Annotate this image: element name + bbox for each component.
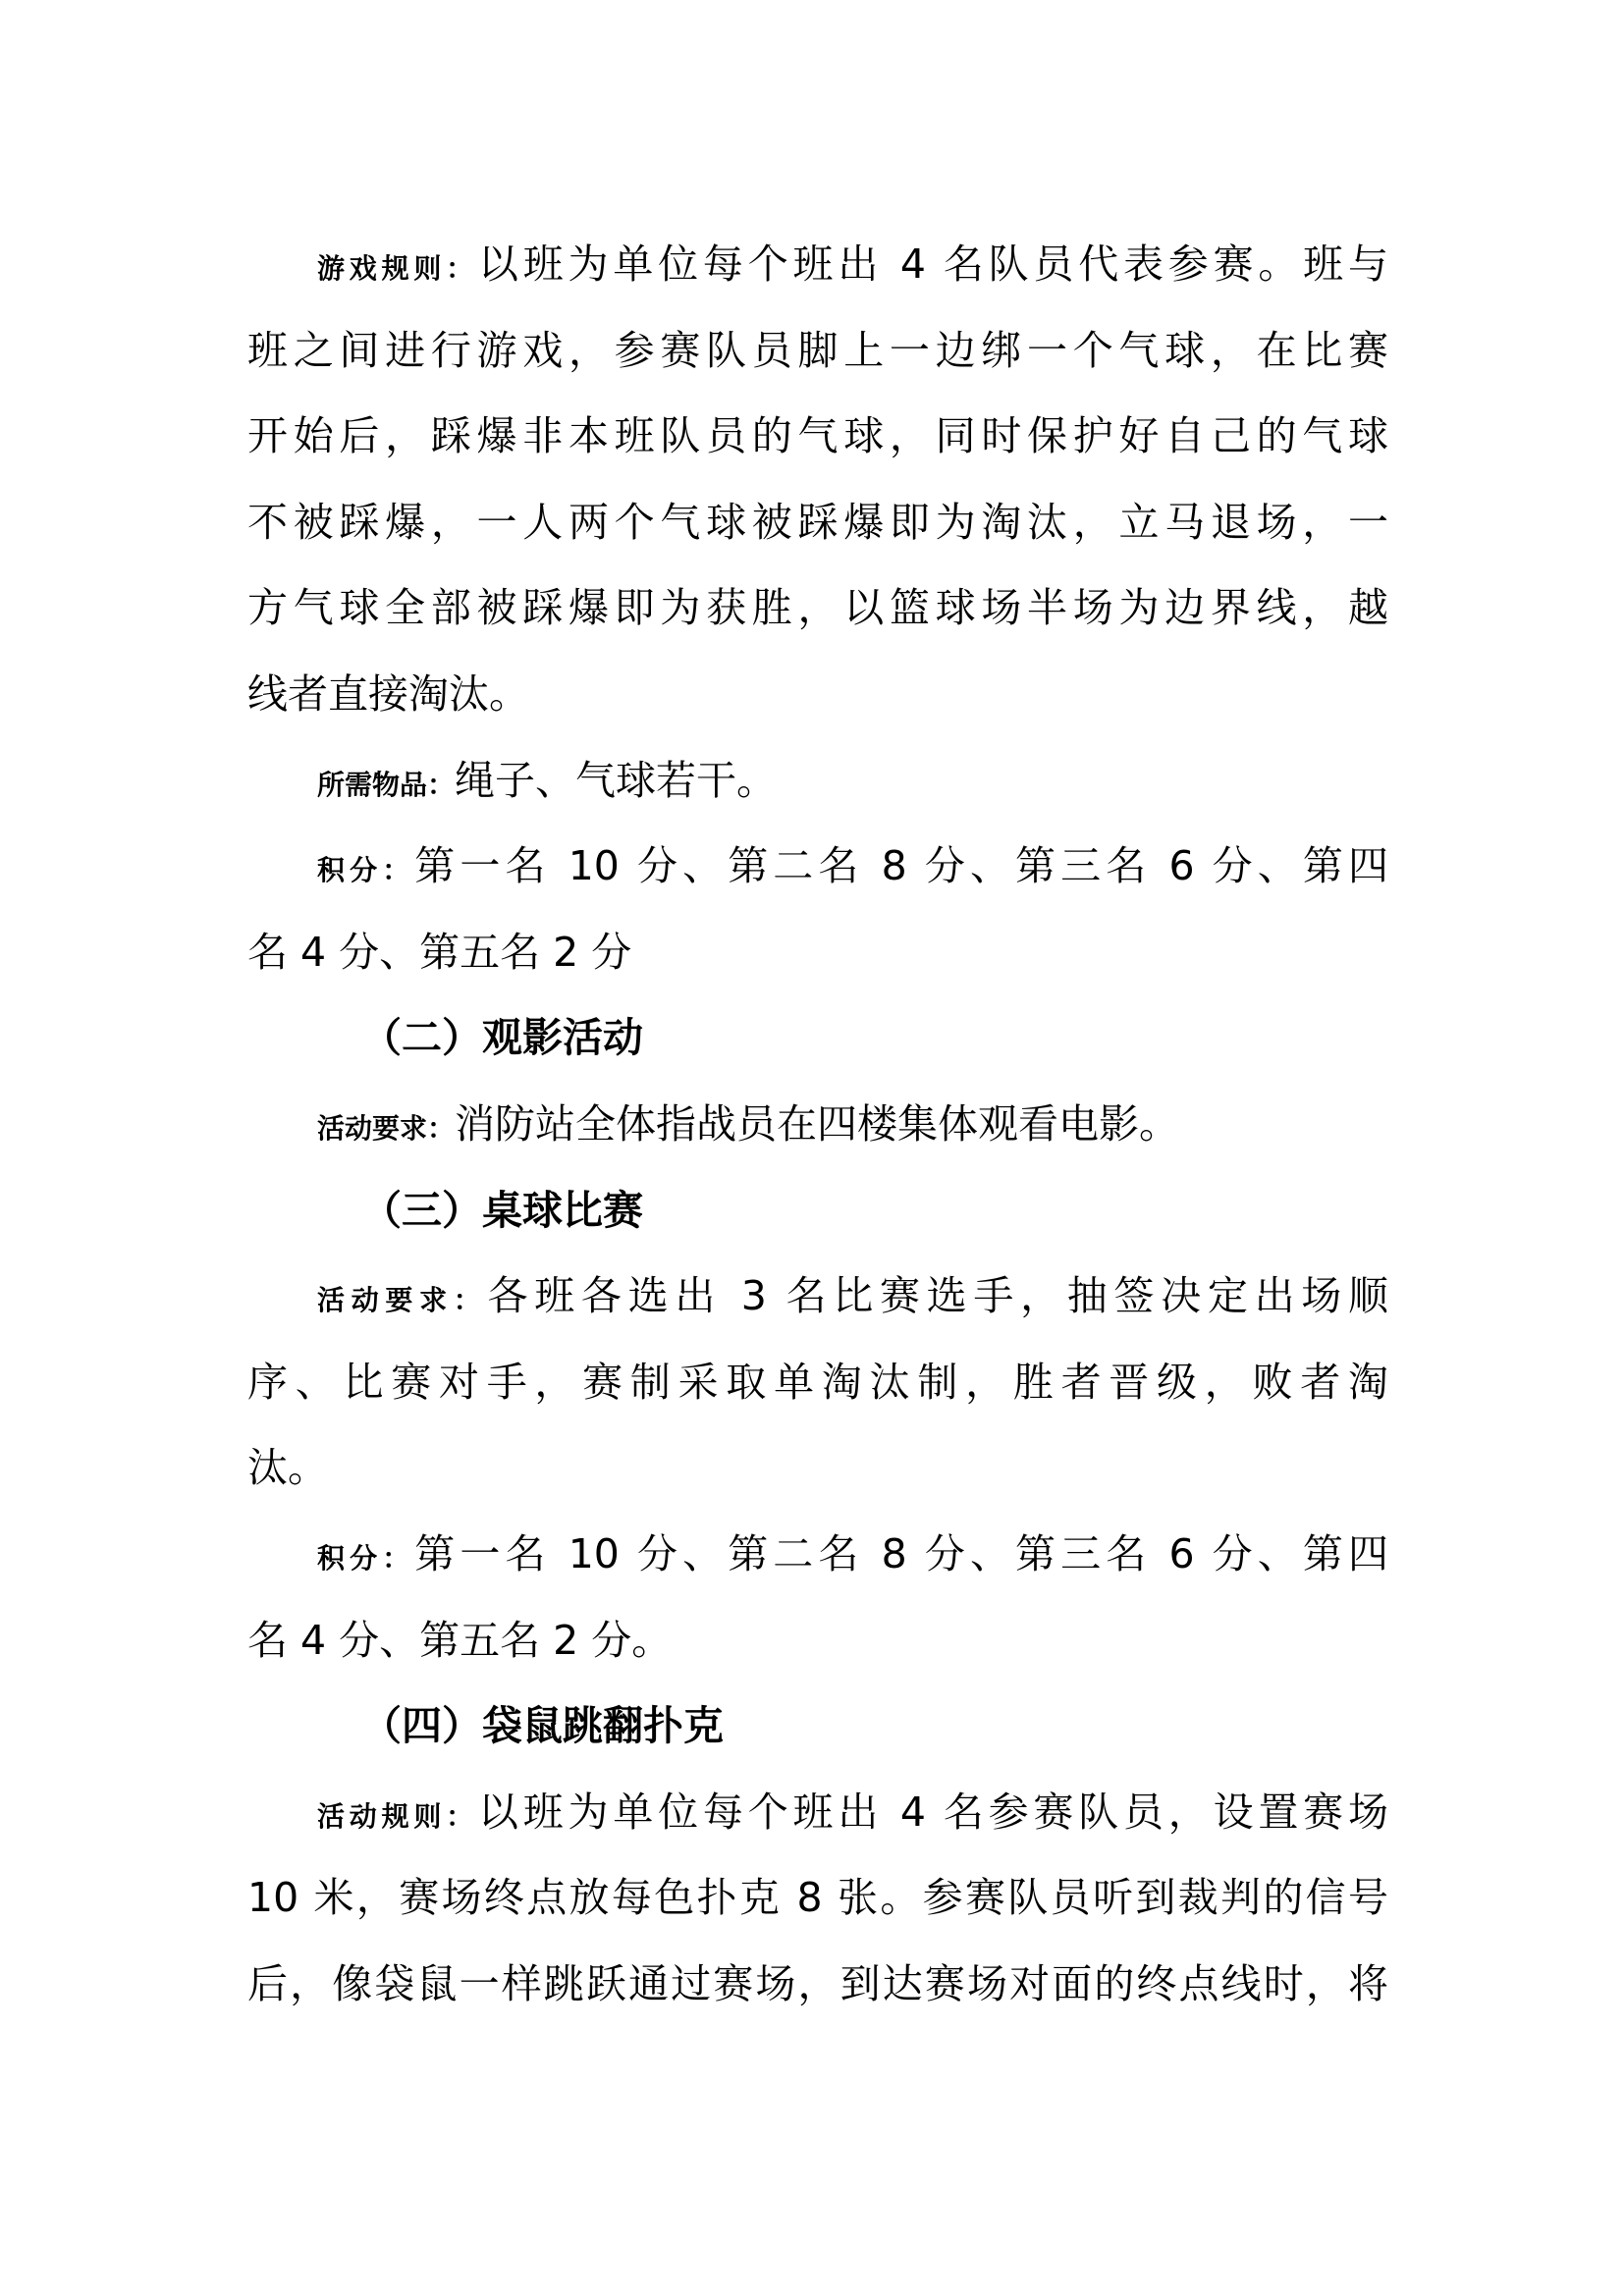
section-heading [247,1168,1388,1255]
text-line [247,222,1388,308]
text-line [247,1512,1388,1598]
body-text: 后，像袋鼠一样跳跃通过赛场，到达赛场对面的终点线时，将 [247,1959,1388,2007]
section-heading [247,995,1388,1082]
text-line [247,910,1388,996]
field-label: 积分： [317,854,415,887]
text-line [247,308,1388,395]
field-label: 积分： [317,1541,415,1575]
body-text: 名 4 分、第五名 2 分 [247,928,632,976]
text-line [247,394,1388,480]
text-line [247,1770,1388,1856]
text-line [247,1425,1388,1512]
text-line [247,738,1388,825]
field-label: 活动要求： [317,1111,456,1145]
body-text: 班之间进行游戏，参赛队员脚上一边绑一个气球，在比赛 [247,326,1388,374]
body-text: 线者直接淘汰。 [247,669,529,718]
body-text: 以班为单位每个班出 4 名参赛队员，设置赛场 [477,1788,1388,1836]
body-text: 开始后，踩爆非本班队员的气球，同时保护好自己的气球 [247,412,1388,460]
text-line [247,1082,1388,1168]
heading-text: （二）观影活动 [361,1014,643,1062]
field-label: 活动规则： [317,1799,478,1833]
field-label: 所需物品： [317,768,456,801]
heading-text: （四）袋鼠跳翻扑克 [361,1702,724,1750]
text-line [247,565,1388,652]
heading-text: （三）桌球比赛 [361,1186,643,1234]
text-line [247,652,1388,738]
field-label: 活动要求： [317,1284,488,1317]
text-line [247,824,1388,910]
body-text: 第一名 10 分、第二名 8 分、第三名 6 分、第四 [414,842,1388,890]
body-text: 序、比赛对手，赛制采取单淘汰制，胜者晋级，败者淘 [247,1358,1388,1406]
body-text: 名 4 分、第五名 2 分。 [247,1616,673,1664]
body-text: 10 米，赛场终点放每色扑克 8 张。参赛队员听到裁判的信号 [247,1874,1388,1922]
body-text: 不被踩爆，一人两个气球被踩爆即为淘汰，立马退场，一 [247,498,1388,546]
text-line [247,480,1388,566]
body-text: 第一名 10 分、第二名 8 分、第三名 6 分、第四 [414,1529,1388,1577]
section-heading [247,1683,1388,1770]
text-line [247,1942,1388,2028]
text-line [247,1340,1388,1426]
body-text: 以班为单位每个班出 4 名队员代表参赛。班与 [477,240,1388,288]
body-text: 汰。 [247,1444,328,1492]
text-line [247,1598,1388,1684]
document-body [247,222,1388,2027]
body-text: 绳子、气球若干。 [455,756,778,804]
body-text: 各班各选出 3 名比赛选手，抽签决定出场顺 [487,1272,1388,1320]
text-line [247,1254,1388,1340]
text-line [247,1855,1388,1942]
field-label: 游戏规则： [317,252,478,285]
body-text: 方气球全部被踩爆即为获胜，以篮球场半场为边界线，越 [247,584,1388,632]
body-text: 消防站全体指战员在四楼集体观看电影。 [455,1099,1180,1148]
